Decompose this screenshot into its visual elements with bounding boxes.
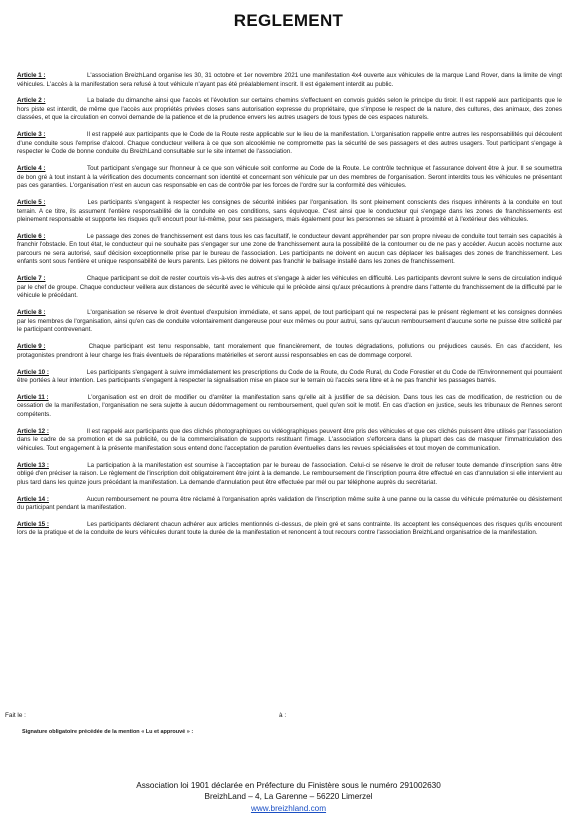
article-text: La balade du dimanche ainsi que l'accès et l'évolution sur certains chemins s'effectuent en convois guidés selon le principe du tiroir. Il est rappelé aux participants que le hors piste est interdit, de même que l'accès aux propriétés privées closes sans autorisation expresse du propriétaire, que s'impose le respect de la nature, des cultures, des animaux, des zones classées, et que la circulation en convoi demande de la patience et de la prudence envers les autres usagers de tous types de ces espaces naturels. bbox=[17, 97, 562, 122]
article-text: La participation à la manifestation est soumise à l'acceptation par le bureau de l'association. Celui-ci se réserve le droit de refuser toute demande d'inscription sans être obligé d'en préciser la raison. Le règlement de l'inscription doit obligatoirement être joint à la demande. Le remboursement de l'inscription pourra être effectué en cas d'annulation si elle intervient au plus tard dans les quinze jours précédant la manifestation. La demande d'annulation peut être effectuée par mél ou par téléphone auprès du secrétariat. bbox=[17, 461, 562, 486]
article-text: Il est rappelé aux participants que des clichés photographiques ou vidéographiques peuvent être pris des véhicules et que ces clichés puissent être utilisés par l'association dans le cadre de sa promotion et de sa publicité, ou de la commercialisation de supports restituant l'image. L'association s'efforcera dans la plupart des cas de masquer l'immatriculation des véhicules. Tout engagement à la présente manifestation sous entend donc l'acceptation de parution éventuelles dans les revues spécialisées et tout moyen de communication. bbox=[17, 427, 562, 452]
article-text: Chaque participant se doit de rester courtois vis-à-vis des autres et s'engage à aider les véhicules en difficulté. Les participants devront suivre le sens de circulation indiqué par le chef de groupe. Chaque conducteur veillera aux distances de sécurité avec le véhicule qui le précède ainsi qu'aux précautions à prendre dans l'attente du franchissement de la difficulté par le véhicule le précédant. bbox=[17, 275, 562, 300]
footer bbox=[0, 780, 577, 814]
article-label: Article 9 : bbox=[17, 343, 46, 351]
place-label: à : bbox=[279, 712, 287, 719]
article-label: Article 2 : bbox=[17, 97, 46, 105]
article-text: L'organisation est en droit de modifier ou d'arrêter la manifestation sans qu'elle ait à justifier de sa décision. Dans tous les cas de modification, de restriction ou de cessation de la manifestation, l'organisation ne sera sujette à aucun dédommagement ou remboursement, quel qu'en soit le motif. En cas d'action en justice, seuls les tribunaux de Rennes seront compétents. bbox=[17, 393, 562, 418]
article-text: Il est rappelé aux participants que le Code de la Route reste applicable sur le lieu de la manifestation. L'organisation rappelle entre autres les responsabilités qui découlent d'une conduite sous l'emprise d'alcool. Chaque conducteur veillera à ce que son alcoolémie ne compromette pas la sécurité de ses passagers et des autres usagers. Tout participant s'engage à respecter le Code de bonne conduite du BreizhLand consultable sur le site internet de l'association. bbox=[17, 131, 562, 156]
website-link[interactable]: www.breizhland.com bbox=[250, 803, 327, 813]
date-label: Fait le : bbox=[5, 712, 26, 719]
article-text: Aucun remboursement ne pourra être réclamé à l'organisation après validation de l'inscription même suite à une panne ou la casse du véhicule prématurée ou désistement du participant pendant la manifestation. bbox=[17, 495, 562, 512]
article-label: Article 1 : bbox=[17, 72, 46, 79]
article-label: Article 12 : bbox=[17, 427, 49, 435]
article-label: Article 15 : bbox=[17, 520, 49, 528]
article-text: L'organisation se réserve le droit éventuel d'expulsion immédiate, et sans appel, de tout participant qui ne respecterai pas le présent règlement et les consignes données par les membres de l'organisation, ainsi qu'en cas de conduite volontairement dangereuse pour eux mêmes ou pour autrui, sans qu'aucun remboursement d'aucune sorte ne puisse être sollicité par le participant contrevenant. bbox=[17, 309, 562, 334]
article-9 bbox=[17, 343, 562, 360]
article-13 bbox=[17, 462, 562, 488]
article-4 bbox=[17, 165, 562, 191]
article-text: Les participants déclarent chacun adhérer aux articles mentionnés ci-dessus, de plein gré et sans contrainte. Ils acceptent les conséquences des risques qu'ils encourent lors de la pratique et de la conduite de leurs véhicules durant toute la durée de la manifestation et renoncent à tout recours contre l'association BreizhLand organisatrice de la manifestation. bbox=[17, 520, 562, 537]
footer-address: BreizhLand – 4, La Garenne – 56220 Limerzel bbox=[204, 792, 373, 802]
article-text: Tout participant s'engage sur l'honneur à ce que son véhicule soit conforme au Code de la Route. Le contrôle technique et l'assurance doivent être à jour. Il se soumettra de bon gré à tout instant à la vérification des documents concernant son identité et concernant son véhicule par un des membres de l'organisation. Seront interdits tous les véhicules ne présentant pas ces garanties. L'organisation n'est en aucun cas responsable en cas de contrôle par les forces de l'ordre sur la conformité des véhicules. bbox=[17, 165, 563, 190]
article-14 bbox=[17, 496, 562, 513]
article-12 bbox=[17, 428, 562, 454]
article-1 bbox=[17, 72, 562, 89]
article-5 bbox=[17, 199, 562, 225]
article-8 bbox=[17, 309, 562, 335]
article-15 bbox=[17, 521, 562, 538]
article-text: Les participants s'engagent à respecter les consignes de sécurité initiées par l'organisation. Ils sont pleinement conscients des risques inhérents à la conduite en tout terrain. A ce titre, ils assument l'entière responsabilité de la conduite en ces conditions, sans équivoque. C'est ainsi que le conducteur qui s'engage dans les zones de franchissements est pleinement responsable et supporte les risques qu'il encourt pour lui-même, pour ses passagers, mais également pour les personnes se situant à proximité et à l'extérieur des véhicules. bbox=[17, 199, 562, 224]
footer-registration: Association loi 1901 déclarée en Préfecture du Finistère sous le numéro 291002630 bbox=[136, 781, 441, 790]
article-label: Article 4 : bbox=[17, 165, 46, 173]
article-label: Article 8 : bbox=[17, 309, 46, 317]
article-label: Article 10 : bbox=[17, 368, 49, 376]
article-text: Le passage des zones de franchissement est dans tous les cas facultatif, le conducteur devant appréhender par son propre niveau de conduite tout terrain ses capacités à franchir l'obstacle. En tout état, le conducteur qui ne souhaite pas s'engager sur une zone de franchissement aura la possibilité de la contourner ou de ne pas y accéder. Aucun accès nocturne aux parcours ne sera autorisé, sauf décision exceptionnelle prise par le bureau de l'association. Les participants ne doivent en aucun cas déplacer les balisages des zones de franchissement. Les enfants sont sous l'entière et unique responsabilité de leurs parents. Les piétons ne doivent pas franchir le balisage installé dans les zones de franchissement. bbox=[17, 232, 562, 266]
article-label: Article 7 : bbox=[17, 275, 46, 283]
article-7 bbox=[17, 275, 562, 301]
article-6 bbox=[17, 233, 562, 267]
article-label: Article 6 : bbox=[17, 232, 46, 240]
article-2 bbox=[17, 97, 562, 123]
article-text: Les participants s'engagent à suivre immédiatement les prescriptions du Code de la Route, du Code Rural, du Code Forestier et du Code de l'Environnement qui pourraient être portées à leur intention. Les participants s'engagent à respecter la signalisation mise en place sur le terrain où l'accès sera libre et à ne pas franchir les passages barrés. bbox=[17, 368, 562, 385]
article-text: Chaque participant est tenu responsable, tant moralement que financièrement, de toutes dégradations, pollutions ou préjudices causés. En cas d'accident, les protagonistes prendront à leur charge les frais éventuels de réparations matérielles et seront aussi responsables en cas de dommage corporel. bbox=[17, 343, 562, 359]
articles-list bbox=[17, 72, 562, 546]
article-label: Article 14 : bbox=[17, 495, 49, 503]
article-label: Article 13 : bbox=[17, 461, 49, 469]
signature-note: Signature obligatoire précédée de la mention « Lu et approuvé » : bbox=[22, 729, 194, 735]
article-text: L'association BreizhLand organise les 30, 31 octobre et 1er novembre 2021 une manifestation 4x4 ouverte aux véhicules de la marque Land Rover, dans la limite de vingt véhicules. L'accès à la manifestation sera refusé à tout véhicule n'ayant pas été préalablement inscrit. Il est également interdit au public. bbox=[17, 72, 562, 88]
article-11 bbox=[17, 394, 562, 420]
article-label: Article 5 : bbox=[17, 199, 46, 207]
article-label: Article 11 : bbox=[17, 393, 49, 401]
article-label: Article 3 : bbox=[17, 131, 46, 139]
page-title: REGLEMENT bbox=[233, 11, 344, 30]
article-3 bbox=[17, 131, 562, 157]
article-10 bbox=[17, 369, 562, 386]
